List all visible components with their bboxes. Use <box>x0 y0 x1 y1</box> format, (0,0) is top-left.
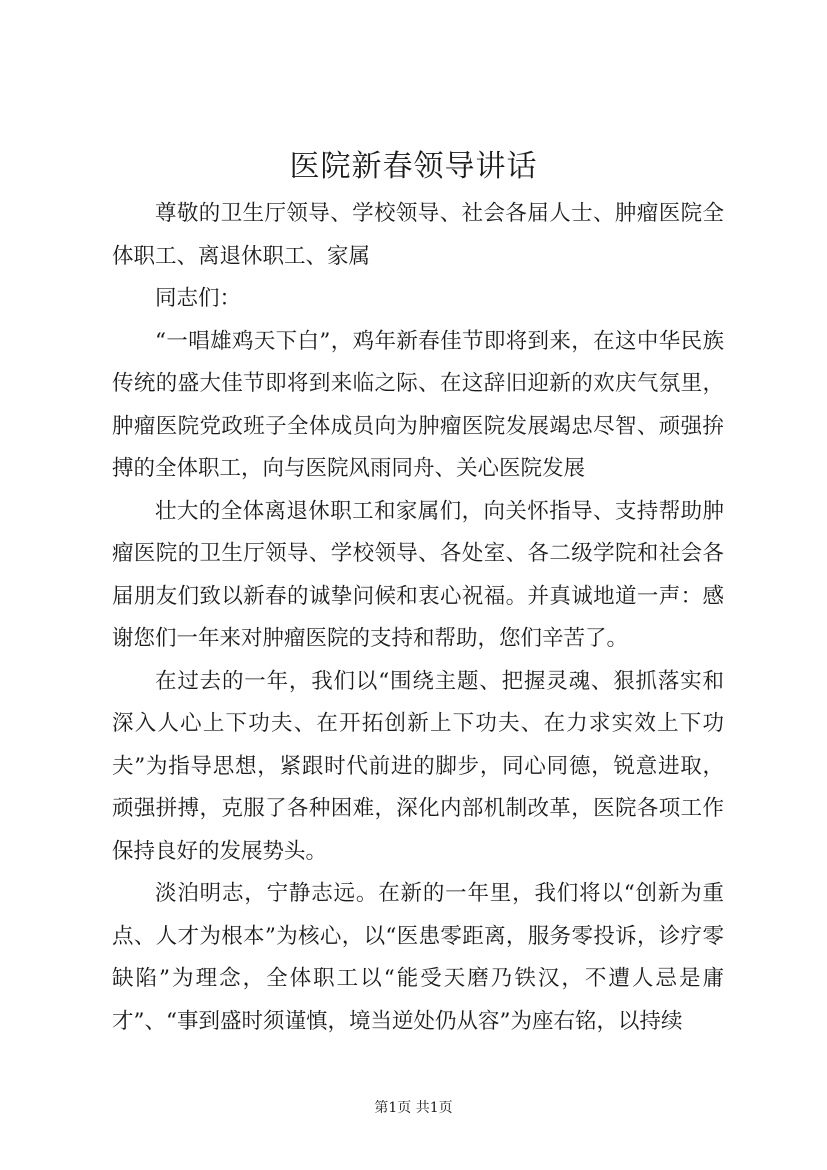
page-footer: 第1页 共1页 <box>374 1100 453 1116</box>
paragraph-salutation: 尊敬的卫生厅领导、学校领导、社会各届人士、肿瘤医院全体职工、离退休职工、家属 <box>112 201 724 269</box>
document-body <box>112 193 724 1043</box>
paragraph-new-year-plans: 淡泊明志，宁静志远。在新的一年里，我们将以“创新为重点、人才为根本”为核心，以“医患零距离，服务零投诉，诊疗零缺陷”为理念，全体职工以“能受天磨乃铁汉，不遭人忌是庸才”、“事到盛时须谨慎，境当逆处仍从容”为座右铭，以持续 <box>112 881 724 1034</box>
paragraph-new-year-greetings: “一唱雄鸡天下白”，鸡年新春佳节即将到来，在这中华民族传统的盛大佳节即将到来临之际、在这辞旧迎新的欢庆气氛里，肿瘤医院党政班子全体成员向为肿瘤医院发展竭忠尽智、顽强拚搏的全体职工，向与医院风雨同舟、关心医院发展 <box>112 328 724 481</box>
paragraph-greeting: 同志们： <box>155 286 242 311</box>
paragraph-thanks: 壮大的全体离退休职工和家属们，向关怀指导、支持帮助肿瘤医院的卫生厅领导、学校领导、各处室、各二级学院和社会各届朋友们致以新春的诚挚问候和衷心祝福。并真诚地道一声：感谢您们一年来对肿瘤医院的支持和帮助，您们辛苦了。 <box>112 498 724 651</box>
paragraph-past-year: 在过去的一年，我们以“围绕主题、把握灵魂、狠抓落实和深入人心上下功夫、在开拓创新上下功夫、在力求实效上下功夫”为指导思想，紧跟时代前进的脚步，同心同德，锐意进取，顽强拼搏，克服了各种困难，深化内部机制改革，医院各项工作保持良好的发展势头。 <box>112 668 724 864</box>
document-title: 医院新春领导讲话 <box>289 149 538 184</box>
